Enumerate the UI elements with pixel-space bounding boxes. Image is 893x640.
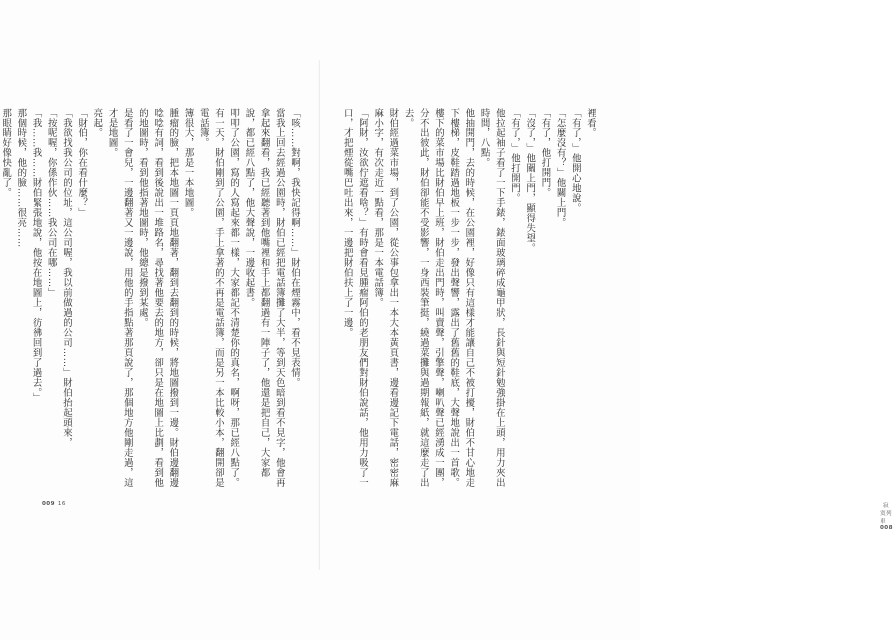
paragraph: 「我……我……財伯緊張地說，他按在地圖上，彷彿回到了過去。」 xyxy=(30,108,42,403)
page-number: 008 xyxy=(880,525,893,531)
paragraph: 他拉起袖子看了一下手錶，錶面玻璃碎成龜甲狀，長針與短針勉強掛在上頭，用力夾出時間，八點。 xyxy=(478,108,505,488)
running-head: 16 xyxy=(57,501,66,507)
paragraph: 「阿財，汝欲佇遮看啥？」有時會看見腫瘤阿伯的老朋友們對財伯說話，他用力吸了一口，才把煙從嘴巴吐出來，一邊把財伯扶上了一邊。 xyxy=(341,108,368,488)
paragraph: 「咳……對啊，我快記得啊……」財伯在煙霧中，看不見表情。 xyxy=(289,108,300,388)
paragraph: 他抽開門，去的時候，在公園裡，好像只有這樣才能讓自己不被打擾，財伯不甘心地走下樓梯，皮鞋踏過地板一步一步，發出聲響，露出了舊舊的鞋底，大聲地說出一首歌。 xyxy=(448,108,475,488)
paragraph: 當我上回去經過公園時，財伯已經把電話簿攤了大半，等到天色暗到看不見字，他會再拿起來翻看，我已經聽著到他嘴裡和手上都翻過有一陣子了，他還是把自己，大家都說，都已經八點了，他大聲說，一邊收起書。 xyxy=(243,108,285,488)
paragraph: 那眼睛好像快亂了。 xyxy=(0,108,12,198)
left-page-folio xyxy=(42,501,69,507)
page-number: 009 xyxy=(42,501,55,507)
paragraph: 亮起。 xyxy=(91,108,103,138)
paragraph: 「沒了，」他關上門，顯得失望。 xyxy=(524,108,536,254)
paragraph: 「按呢喔，你係作伙……我公司在哪……」 xyxy=(45,108,57,298)
right-page-folio xyxy=(880,501,893,531)
right-page-text xyxy=(330,108,598,494)
paragraph: 財伯經過菜市場，到了公園，從公事包拿出一本大本黃頁書，邊看邊記下電話，密密麻麻小字，有次走近一點看，那是一本電話簿。 xyxy=(372,108,399,488)
paragraph: 是看了一會兒，一邊翻著又一邊說，用他的手指點著那頁說了，那個地方他剛走過，這才是地圖。 xyxy=(106,108,133,488)
paragraph: 腫瘤的臉，把本地圖一頁頁地翻著，翻到去翻到的時候，將地圖撥到一邊。財伯邊翻邊唸唸有詞，看到後說出一堆路名，尋找著他要去的地方，卻只是在地圖上比劃，看到他的地圖時，看到他指著地圖時，他總是撥到某處。 xyxy=(136,108,179,488)
paragraph: 叩叩了公園，寫的人寫起來都一樣，大家都記不清楚你的真名，啊呀，那已經八點了。 xyxy=(228,108,240,488)
paragraph: 「有了，他打開門。 xyxy=(539,108,551,198)
paragraph: 「有了，」他開心地說。 xyxy=(569,108,581,214)
paragraph: 那個時候，他的臉……很亮…… xyxy=(15,108,27,248)
paragraph: 「怎麼沒有？」他關上門。 xyxy=(554,108,566,228)
paragraph: 簿很大，那是一本地圖。 xyxy=(182,108,194,218)
running-head: 寂寞列車 xyxy=(880,503,892,525)
paragraph: 樓下的菜市場比財伯早上班，財伯走出門時，叫賣聲，引擎聲，喇叭聲已經湧成一團，分不出彼此，財伯卻能不受影響，一身西裝筆挺，繞過菜攤與過期報紙，就這麼走了出去。 xyxy=(402,108,444,488)
paragraph: 裡看。 xyxy=(585,108,596,138)
paragraph: 「我欲找我公司的位址，這公司喔，我以前做過的公司……」財伯抬起頭來， xyxy=(60,108,72,448)
paragraph: 「財伯，你在看什麼？」 xyxy=(76,108,88,218)
left-page-text xyxy=(0,108,302,494)
left-page xyxy=(0,0,320,640)
paragraph: 有一天，財伯剛到了公園，手上拿著的不再是電話簿，而是另一本比較小本，翻開卻是電話簿。 xyxy=(197,108,224,488)
paragraph: 「有了，」他打開門。 xyxy=(508,108,520,204)
